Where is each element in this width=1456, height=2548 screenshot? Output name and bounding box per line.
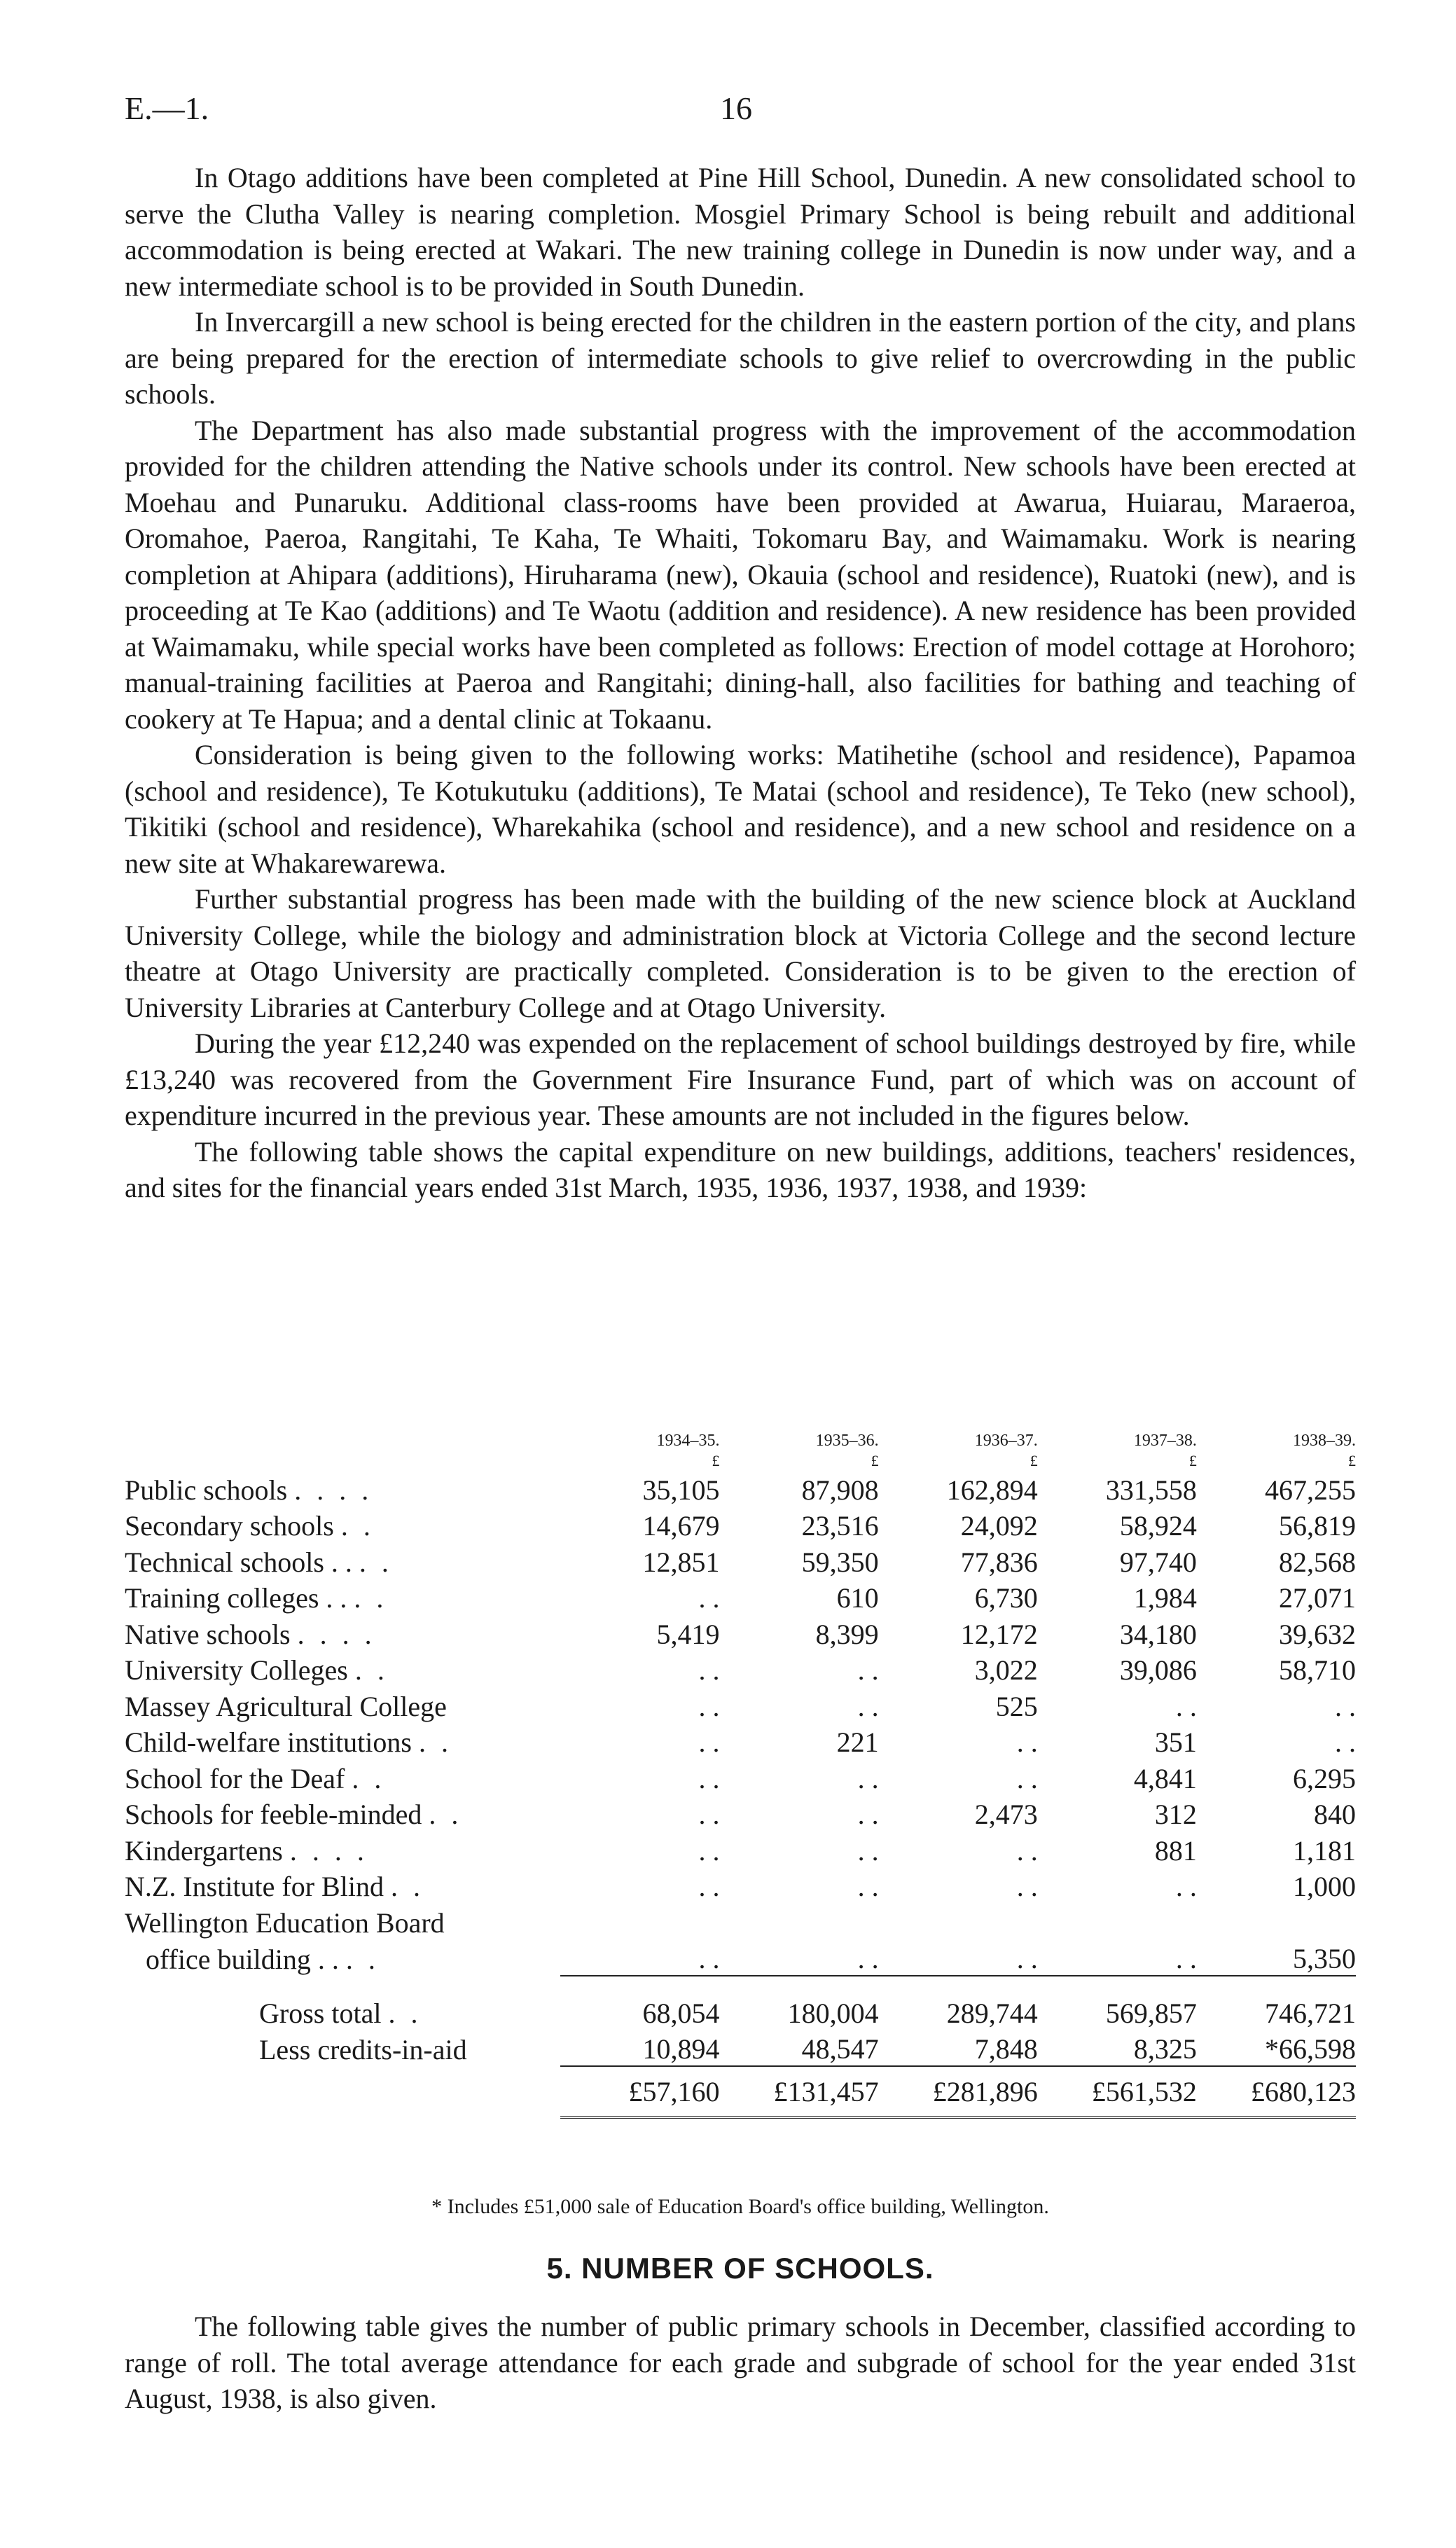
cell: . . (1016, 1834, 1038, 1867)
cell: . . (857, 1834, 879, 1867)
cell: 2,473 (974, 1799, 1038, 1830)
cell: 34,180 (1119, 1618, 1197, 1650)
row-label: University Colleges . . (125, 1654, 389, 1686)
table-header-row (125, 1425, 1356, 1450)
unit-label: £ (1188, 1452, 1197, 1469)
column-header: 1935–36. (815, 1432, 879, 1450)
paragraph-invercargill: In Invercargill a new school is being erected for the children in the eastern portion of the city, and plans are being prepared for the erection of intermediate schools to give relief to overcrowding in the public schools. (125, 306, 1356, 410)
closing-text (125, 2308, 1356, 2417)
table-row (125, 1687, 1356, 1723)
row-label: Training colleges . . . . (125, 1582, 388, 1614)
body-text (125, 160, 1356, 1206)
paragraph-university: Further substantial progress has been made with the building of the new science block at Auckland University College, while the biology and administration block at Victoria College and the second lecture theatre at Otago University are practically completed. Consideration is to be given to the erection of University Libraries at Canterbury College and at Otago University. (125, 883, 1356, 1023)
cell: 4,841 (1133, 1762, 1197, 1794)
cell (879, 1903, 1038, 1939)
cell (719, 1903, 878, 1939)
cell: 6,730 (974, 1582, 1038, 1614)
row-label: office building . . . . (146, 1944, 380, 1975)
column-header: 1934–35. (656, 1432, 720, 1450)
cell: 58,710 (1279, 1654, 1356, 1686)
column-header: 1936–37. (974, 1432, 1038, 1450)
cell: 180,004 (719, 1976, 878, 2030)
paragraph-fire: During the year £12,240 was expended on the replacement of school buildings destroyed by fire, while £13,240 was recovered from the Government Fire Insurance Fund, part of which was on account of expenditure incurred in the previous year. These amounts are not included in the figures below. (125, 1027, 1356, 1131)
paragraph-native-schools: The Department has also made substantial progress with the improvement of the accommodation provided for the children attending the Native schools under its control. New schools have been erected at Moehau and Punaruku. Additional class-rooms have been provided at Awarua, Huiarau, Maraeroa, Oromahoe, Paeroa, Rangitahi, Te Kaha, Te Whaiti, Tokomaru Bay, and Waimamaku. Work is nearing completion at Ahipara (additions), Hiruharama (new), Okauia (school and residence), Ruatoki (new), and is proceeding at Te Kao (additions) and Te Waotu (addition and residence). A new residence has been provided at Waimamaku, while special works have been completed as follows: Erection of model cottage at Horohoro; manual-training facilities at Paeroa and Rangitahi; dining-hall, also facilities for bathing and teaching of cookery at Te Hapua; and a dental clinic at Tokaanu. (125, 414, 1356, 735)
cell: 97,740 (1119, 1546, 1197, 1578)
unit-label: £ (871, 1452, 879, 1469)
cell: 8,399 (815, 1618, 879, 1650)
row-label: Massey Agricultural College (125, 1690, 447, 1722)
cell: *66,598 (1265, 2033, 1356, 2065)
cell: 58,924 (1119, 1510, 1197, 1542)
cell: 39,086 (1119, 1654, 1197, 1686)
cell: . . (1175, 1871, 1197, 1902)
row-label: Kindergartens . . . . (125, 1834, 368, 1867)
cell: . . (857, 1690, 879, 1722)
cell: . . (698, 1582, 720, 1614)
report-code: E.—1. (125, 90, 209, 126)
cell: 746,721 (1197, 1976, 1356, 2030)
cell: . . (857, 1799, 879, 1830)
row-label: Native schools . . . . (125, 1618, 376, 1650)
cell: . . (698, 1726, 720, 1758)
cell: 881 (1154, 1834, 1197, 1867)
cell: £680,123 (1197, 2066, 1356, 2117)
capital-expenditure-table (125, 1425, 1356, 2119)
cell: 1,984 (1133, 1582, 1197, 1614)
table-row (125, 1903, 1356, 1939)
cell: . . (698, 1690, 720, 1722)
unit-label: £ (1029, 1452, 1038, 1469)
cell: . . (1335, 1726, 1356, 1758)
cell: 331,558 (1105, 1474, 1197, 1506)
table-footnote: * Includes £51,000 sale of Education Board's office building, Wellington. (431, 2195, 1049, 2218)
cell: 48,547 (801, 2033, 879, 2065)
cell: 6,295 (1293, 1762, 1356, 1794)
table-row (125, 1470, 1356, 1507)
cell: 77,836 (960, 1546, 1038, 1578)
cell: . . (698, 1654, 720, 1686)
cell: 610 (836, 1582, 879, 1614)
cell: 221 (836, 1726, 879, 1758)
cell: . . (698, 1834, 720, 1867)
row-label: Less credits-in-aid (259, 2034, 467, 2065)
net-total-row (125, 2066, 1356, 2117)
cell: 82,568 (1279, 1546, 1356, 1578)
cell: 87,908 (801, 1474, 879, 1506)
cell: . . (698, 1799, 720, 1830)
cell: 840 (1314, 1799, 1356, 1830)
cell: . . (857, 1654, 879, 1686)
table-row (125, 1614, 1356, 1651)
row-label: Wellington Education Board (125, 1906, 445, 1939)
cell: 289,744 (879, 1976, 1038, 2030)
cell (1038, 1903, 1197, 1939)
cell: 59,350 (801, 1546, 879, 1578)
cell: 467,255 (1265, 1474, 1356, 1506)
cell: 1,181 (1293, 1834, 1356, 1867)
cell: . . (1016, 1943, 1038, 1974)
table-row (125, 1759, 1356, 1795)
cell: 56,819 (1279, 1510, 1356, 1542)
cell: 7,848 (974, 2033, 1038, 2065)
cell: £561,532 (1038, 2066, 1197, 2117)
cell: 39,632 (1279, 1618, 1356, 1650)
cell: 312 (1154, 1799, 1197, 1830)
paragraph-otago: In Otago additions have been completed at Pine Hill School, Dunedin. A new consolidated school to serve the Clutha Valley is nearing completion. Mosgiel Primary School is being rebuilt and additional accommodation is being erected at Wakari. The new training college in Dunedin is now under way, and a new intermediate school is to be provided in South Dunedin. (125, 162, 1356, 302)
cell: 35,105 (642, 1474, 720, 1506)
table-unit-row (125, 1450, 1356, 1470)
table-row (125, 1507, 1356, 1543)
row-label: Child-welfare institutions . . (125, 1726, 452, 1758)
gross-total-row (125, 1976, 1356, 2030)
cell: . . (1175, 1690, 1197, 1722)
section-title: 5. NUMBER OF SCHOOLS. (546, 2252, 934, 2285)
row-label: N.Z. Institute for Blind . . (125, 1871, 424, 1902)
row-label: Technical schools . . . . (125, 1546, 393, 1578)
page-header (125, 90, 1356, 132)
cell: £131,457 (719, 2066, 878, 2117)
row-label: Schools for feeble-minded . . (125, 1799, 463, 1830)
table-row (125, 1723, 1356, 1759)
cell: 569,857 (1038, 1976, 1197, 2030)
cell: 5,419 (656, 1618, 720, 1650)
cell: 12,851 (642, 1546, 720, 1578)
cell: 5,350 (1293, 1943, 1356, 1974)
cell: 1,000 (1293, 1871, 1356, 1902)
cell: 27,071 (1279, 1582, 1356, 1614)
cell (560, 1903, 719, 1939)
column-header: 1938–39. (1293, 1432, 1356, 1450)
less-credits-row (125, 2030, 1356, 2067)
cell: 12,172 (960, 1618, 1038, 1650)
table-row (125, 1831, 1356, 1867)
cell: 8,325 (1133, 2033, 1197, 2065)
table-row (125, 1867, 1356, 1904)
cell: . . (857, 1943, 879, 1974)
paragraph-table-intro: The following table shows the capital expenditure on new buildings, additions, teachers' residences, and sites for the financial years ended 31st March, 1935, 1936, 1937, 1938, and 1939: (125, 1135, 1356, 1203)
row-label: Gross total . . (259, 1997, 422, 2029)
cell: . . (1335, 1690, 1356, 1722)
column-header: 1937–38. (1133, 1432, 1197, 1450)
cell: . . (857, 1762, 879, 1794)
cell: . . (1016, 1762, 1038, 1794)
cell: 14,679 (642, 1510, 720, 1542)
page-number: 16 (720, 90, 752, 126)
cell (1197, 1903, 1356, 1939)
table-row (125, 1939, 1356, 1976)
table-row (125, 1795, 1356, 1832)
cell: . . (698, 1943, 720, 1974)
cell: . . (1016, 1871, 1038, 1902)
cell: £57,160 (560, 2066, 719, 2117)
cell: . . (1175, 1943, 1197, 1974)
cell: 351 (1154, 1726, 1197, 1758)
cell: £281,896 (879, 2066, 1038, 2117)
table-row (125, 1542, 1356, 1579)
table-row (125, 1579, 1356, 1615)
table-row (125, 1651, 1356, 1687)
cell: 10,894 (642, 2033, 720, 2065)
cell: . . (698, 1762, 720, 1794)
cell: 3,022 (974, 1654, 1038, 1686)
row-label: Public schools . . . . (125, 1474, 373, 1506)
cell: . . (1016, 1726, 1038, 1758)
row-label: Secondary schools . . (125, 1510, 375, 1542)
unit-label: £ (1348, 1452, 1356, 1469)
unit-label: £ (712, 1452, 720, 1469)
cell: 68,054 (560, 1976, 719, 2030)
cell: 525 (995, 1690, 1038, 1722)
cell: 23,516 (801, 1510, 879, 1542)
cell: 24,092 (960, 1510, 1038, 1542)
paragraph-consideration: Consideration is being given to the following works: Matihetihe (school and residence), Papamoa (school and residence), Te Kotukutuku (additions), Te Matai (school and residence), Te Teko (new school), Tikitiki (school and residence), Wharekahika (school and residence), and a new school and residence on a new site at Whakarewarewa. (125, 739, 1356, 879)
row-label: School for the Deaf . . (125, 1762, 386, 1794)
cell: . . (698, 1871, 720, 1902)
cell: 162,894 (946, 1474, 1038, 1506)
cell: . . (857, 1871, 879, 1902)
paragraph-number-of-schools: The following table gives the number of public primary schools in December, classified according to range of roll. The total average attendance for each grade and subgrade of school for the year ended 31st August, 1938, is also given. (125, 2311, 1356, 2414)
